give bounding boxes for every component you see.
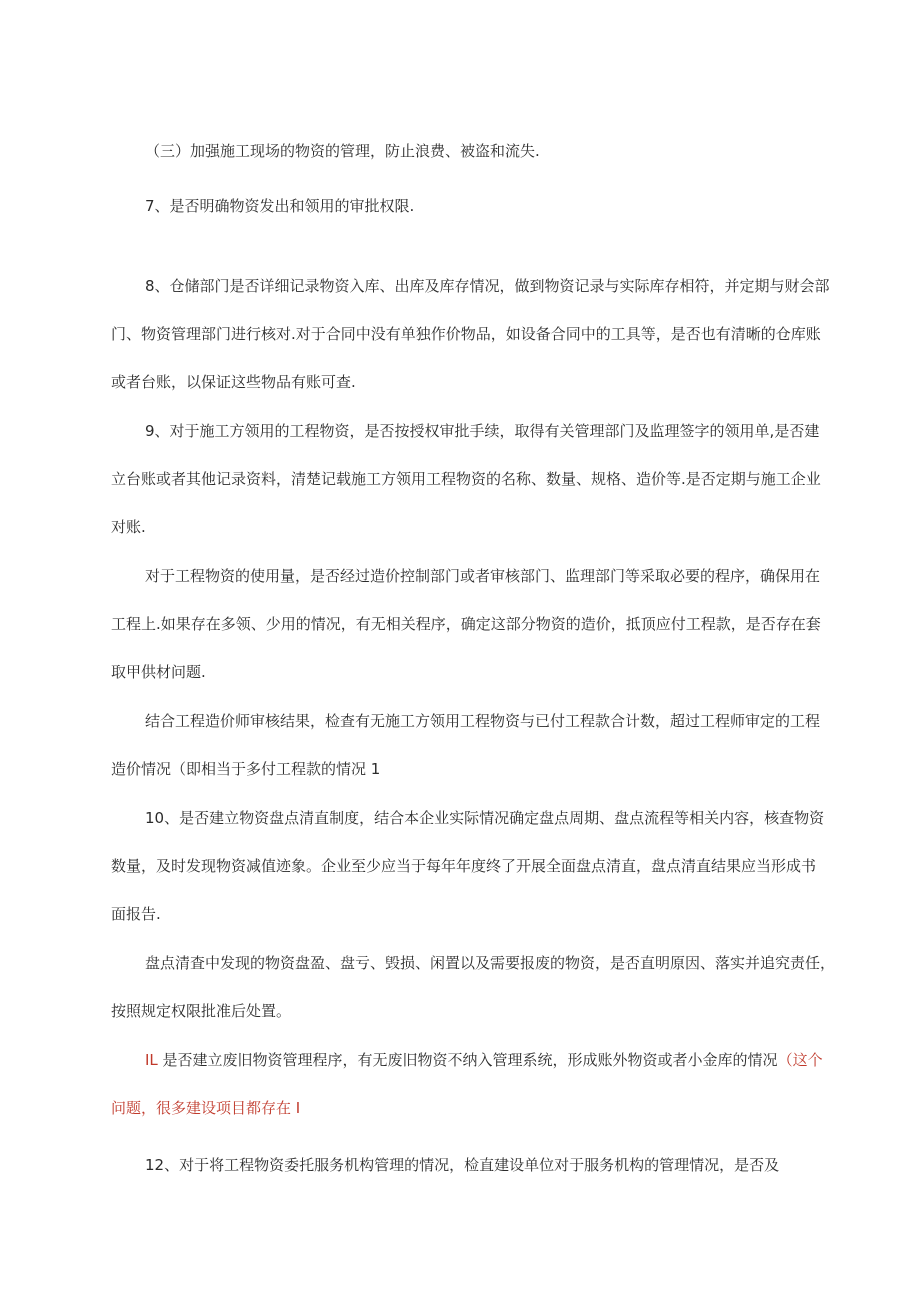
item-9-line-3: 对账. xyxy=(111,518,146,536)
usage-para-line-3: 取甲供材问题. xyxy=(111,663,206,681)
item-10-line-2: 数量，及时发现物资减值迹象。企业至少应当于每年年度终了开展全面盘点清直，盘点清直结果应当形成书 xyxy=(111,857,817,875)
audit-para-line-2: 造价情况（即相当于多付工程款的情况 1 xyxy=(111,760,381,778)
usage-para-line-1: 对于工程物资的使用量，是否经过造价控制部门或者审核部门、监理部门等采取必要的程序，确保用在 xyxy=(145,567,821,585)
item-11-note-end: 问题，很多建设项目都存在 I xyxy=(111,1099,301,1117)
item-8-line-3: 或者台账，以保证这些物品有账可查. xyxy=(111,373,356,391)
item-7: 7、是否明确物资发出和领用的审批权限. xyxy=(145,197,415,215)
item-10-line-1: 10、是否建立物资盘点清直制度，结合本企业实际情况确定盘点周期、盘点流程等相关内容，核查物资 xyxy=(145,809,825,827)
item-12: 12、对于将工程物资委托服务机构管理的情况，检直建设单位对于服务机构的管理情况，是否及 xyxy=(145,1156,780,1174)
item-11-note-start: （这个 xyxy=(777,1051,823,1069)
inventory-para-line-1: 盘点清査中发现的物资盘盈、盘亏、毁损、闲置以及需要报废的物资，是否直明原因、落实并追究责任， xyxy=(145,954,836,972)
audit-para-line-1: 结合工程造价师审核结果，检查有无施工方领用工程物资与已付工程款合计数，超过工程师审定的工程 xyxy=(145,712,821,730)
section-heading: （三）加强施工现场的物资的管理，防止浪费、被盗和流失. xyxy=(145,142,540,160)
item-8-line-1: 8、仓储部门是否详细记录物资入库、出库及库存情况，做到物资记录与实际库存相符，并定期与财会部 xyxy=(145,277,830,295)
item-11-line-1 xyxy=(145,1050,823,1070)
item-9-line-2: 立台账或者其他记录资料，清楚记载施工方领用工程物资的名称、数量、规格、造价等.是否定期与施工企业 xyxy=(111,470,821,488)
usage-para-line-2: 工程上.如果存在多领、少用的情况，有无相关程序，确定这部分物资的造价，抵顶应付工程款，是否存在套 xyxy=(111,615,821,633)
inventory-para-line-2: 按照规定权限批准后处置。 xyxy=(111,1002,292,1020)
item-11-text: 是否建立废旧物资管理程序，有无废旧物资不纳入管理系统，形成账外物资或者小金库的情况 xyxy=(157,1051,778,1069)
item-11-marker: IL xyxy=(145,1051,158,1069)
item-10-line-3: 面报告. xyxy=(111,905,161,923)
item-9-line-1: 9、对于施工方领用的工程物资，是否按授权审批手续，取得有关管理部门及监理签字的领用单,是否建 xyxy=(145,422,820,440)
item-8-line-2: 门、物资管理部门进行核对.对于合同中没有单独作价物品，如设备合同中的工具等，是否也有清晰的仓库账 xyxy=(111,325,821,343)
